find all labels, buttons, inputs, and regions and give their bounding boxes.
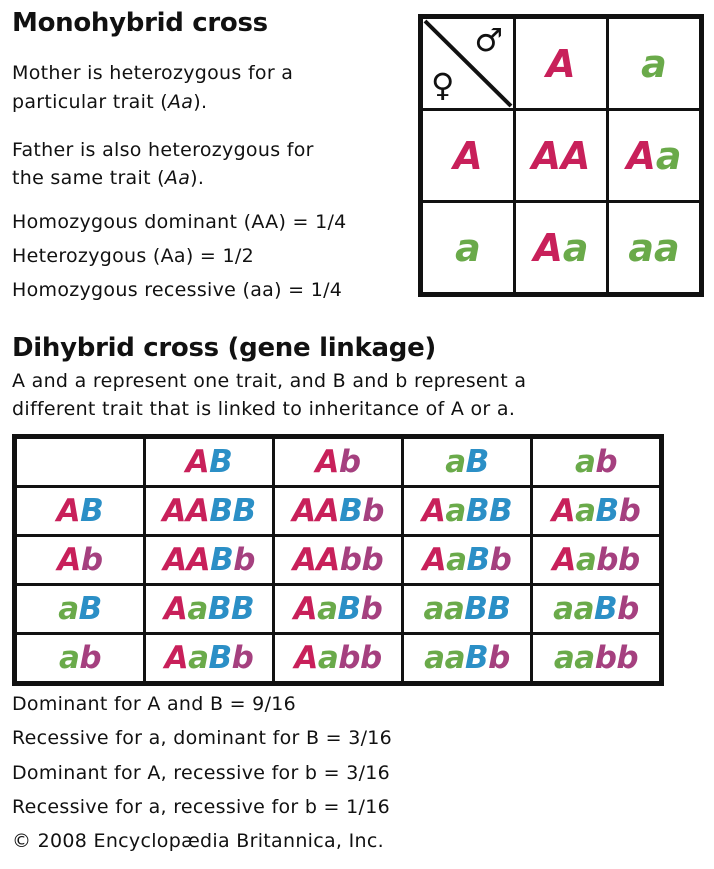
mono-row-header <box>421 110 515 202</box>
di-cell <box>274 536 403 585</box>
allele-recessive-b: b <box>362 493 384 529</box>
allele-dominant-a: A <box>163 542 187 578</box>
allele-recessive-a: a <box>424 640 445 676</box>
allele-dominant-b: B <box>230 591 255 627</box>
allele-dominant-a: A <box>57 542 81 578</box>
di-cell <box>145 487 274 536</box>
mother-line-1: Mother is heterozygous for a <box>12 62 294 84</box>
allele-recessive-a: a <box>628 225 654 270</box>
allele-recessive-b: b <box>617 591 639 627</box>
allele-recessive-b: b <box>338 444 361 480</box>
mono-cell <box>608 202 702 295</box>
allele-recessive-a: a <box>317 640 339 676</box>
allele-dominant-a: A <box>626 133 656 178</box>
allele-dominant-a: A <box>315 444 339 480</box>
di-row-header <box>15 634 145 684</box>
allele-recessive-a: a <box>574 444 596 480</box>
allele-dominant-a: A <box>315 493 340 529</box>
di-cell <box>532 634 662 684</box>
allele-dominant-b: B <box>209 444 233 480</box>
allele-recessive-b: b <box>594 640 617 676</box>
allele-recessive-b: b <box>596 542 618 578</box>
di-row <box>15 536 662 585</box>
allele-recessive-b: b <box>616 640 639 676</box>
di-col-header <box>532 437 662 487</box>
di-cell <box>145 536 274 585</box>
female-symbol: ♀ <box>431 66 455 104</box>
allele-recessive-a: a <box>444 640 465 676</box>
allele-dominant-b: B <box>594 591 618 627</box>
mono-row <box>421 110 702 202</box>
allele-dominant-b: B <box>207 591 231 627</box>
allele-dominant-a: A <box>422 542 447 578</box>
allele-recessive-a: a <box>574 640 595 676</box>
allele-dominant-b: B <box>78 591 102 627</box>
allele-recessive-a: a <box>58 640 80 676</box>
allele-recessive-a: a <box>655 133 682 178</box>
mono-col-header <box>608 17 702 110</box>
allele-dominant-b: B <box>465 640 489 676</box>
allele-recessive-a: a <box>317 591 338 627</box>
allele-recessive-b: b <box>233 542 255 578</box>
di-cell <box>403 585 532 634</box>
di-ratio-4: Recessive for a, recessive for b = 1/16 <box>12 796 390 818</box>
allele-recessive-a: a <box>58 591 79 627</box>
allele-dominant-b: B <box>595 493 619 529</box>
father-line-1: Father is also heterozygous for <box>12 139 314 161</box>
allele-dominant-a: A <box>421 493 446 529</box>
di-cell <box>274 487 403 536</box>
allele-recessive-b: b <box>488 640 510 676</box>
allele-dominant-b: B <box>339 493 363 529</box>
allele-recessive-b: b <box>339 542 362 578</box>
mono-header-row <box>421 17 702 110</box>
di-row <box>15 634 662 684</box>
allele-dominant-b: B <box>80 493 104 529</box>
di-cell <box>274 585 403 634</box>
allele-recessive-b: b <box>80 542 103 578</box>
allele-dominant-a: A <box>552 542 576 578</box>
allele-recessive-a: a <box>575 542 597 578</box>
di-ratio-1: Dominant for A and B = 9/16 <box>12 693 297 715</box>
allele-recessive-a: a <box>187 591 208 627</box>
di-ratio-3: Dominant for A, recessive for b = 3/16 <box>12 762 391 784</box>
allele-dominant-b: B <box>337 591 361 627</box>
dihybrid-title: Dihybrid cross (gene linkage) <box>12 333 436 363</box>
allele-recessive-b: b <box>617 542 640 578</box>
mono-row <box>421 202 702 295</box>
allele-recessive-a: a <box>573 591 594 627</box>
allele-dominant-b: B <box>210 542 234 578</box>
allele-dominant-b: B <box>466 542 490 578</box>
di-cell <box>532 487 662 536</box>
allele-dominant-a: A <box>551 493 576 529</box>
allele-recessive-a: a <box>575 493 596 529</box>
di-row-header <box>15 585 145 634</box>
allele-dominant-b: B <box>465 444 489 480</box>
di-cell <box>403 487 532 536</box>
allele-recessive-a: a <box>562 225 589 270</box>
allele-dominant-b: B <box>464 591 488 627</box>
allele-dominant-a: A <box>533 225 563 270</box>
dihybrid-desc-2: different trait that is linked to inheritance of A or a. <box>12 398 516 420</box>
allele-dominant-a: A <box>316 542 340 578</box>
dihybrid-desc-1: A and a represent one trait, and B and b represent a <box>12 370 527 392</box>
mother-line-2 <box>12 91 207 113</box>
di-corner-cell <box>15 437 145 487</box>
mono-cell <box>515 110 608 202</box>
father-line-2 <box>12 167 204 189</box>
di-row <box>15 487 662 536</box>
di-cell <box>403 536 532 585</box>
allele-recessive-a: a <box>443 591 465 627</box>
allele-dominant-b: B <box>487 591 511 627</box>
mono-corner-cell <box>421 17 515 110</box>
allele-dominant-a: A <box>294 640 318 676</box>
allele-dominant-a: A <box>164 640 189 676</box>
mono-cell <box>515 202 608 295</box>
allele-recessive-b: b <box>359 640 382 676</box>
allele-dominant-a: A <box>185 444 210 480</box>
mono-cell <box>608 110 702 202</box>
allele-recessive-b: b <box>361 542 384 578</box>
allele-recessive-a: a <box>641 41 667 86</box>
di-cell <box>532 536 662 585</box>
allele-dominant-a: A <box>561 133 591 178</box>
mono-ratio-3: Homozygous recessive (aa) = 1/4 <box>12 279 343 301</box>
di-row-header <box>15 487 145 536</box>
allele-dominant-a: A <box>162 493 186 529</box>
allele-recessive-a: a <box>654 225 680 270</box>
allele-recessive-b: b <box>489 542 512 578</box>
allele-dominant-a: A <box>185 493 210 529</box>
mono-ratio-1: Homozygous dominant (AA) = 1/4 <box>12 211 347 233</box>
allele-dominant-a: A <box>531 133 561 178</box>
allele-recessive-a: a <box>553 591 574 627</box>
allele-recessive-a: a <box>445 493 466 529</box>
allele-dominant-a: A <box>56 493 81 529</box>
allele-dominant-a: A <box>546 41 576 86</box>
father-genotype: Aa <box>164 167 191 189</box>
allele-recessive-a: a <box>553 640 575 676</box>
allele-dominant-b: B <box>232 493 256 529</box>
mother-line-2-post: ). <box>193 91 208 113</box>
allele-dominant-a: A <box>293 591 318 627</box>
di-ratio-2: Recessive for a, dominant for B = 3/16 <box>12 727 393 749</box>
di-row <box>15 585 662 634</box>
allele-recessive-a: a <box>446 542 467 578</box>
father-line-2-post: ). <box>190 167 205 189</box>
allele-dominant-b: B <box>465 493 489 529</box>
allele-dominant-b: B <box>208 640 232 676</box>
allele-dominant-b: B <box>488 493 513 529</box>
dihybrid-punnett-square <box>12 434 664 686</box>
di-cell <box>532 585 662 634</box>
mono-col-header <box>515 17 608 110</box>
allele-recessive-b: b <box>360 591 383 627</box>
father-line-2-pre: the same trait ( <box>12 167 165 189</box>
di-col-header <box>145 437 274 487</box>
monohybrid-title: Monohybrid cross <box>12 8 268 38</box>
mono-ratio-2: Heterozygous (Aa) = 1/2 <box>12 245 254 267</box>
allele-recessive-a: a <box>455 225 481 270</box>
allele-recessive-b: b <box>338 640 360 676</box>
allele-recessive-a: a <box>423 591 444 627</box>
allele-dominant-a: A <box>292 542 317 578</box>
di-header-row <box>15 437 662 487</box>
di-col-header <box>403 437 532 487</box>
di-cell <box>274 634 403 684</box>
di-cell <box>145 585 274 634</box>
di-cell <box>403 634 532 684</box>
allele-recessive-b: b <box>618 493 641 529</box>
mother-genotype: Aa <box>168 91 194 113</box>
di-row-header <box>15 536 145 585</box>
allele-dominant-a: A <box>186 542 211 578</box>
allele-recessive-b: b <box>595 444 618 480</box>
allele-recessive-b: b <box>231 640 254 676</box>
male-symbol: ♂ <box>474 21 503 59</box>
di-col-header <box>274 437 403 487</box>
di-cell <box>145 634 274 684</box>
allele-dominant-a: A <box>453 133 483 178</box>
allele-recessive-b: b <box>79 640 102 676</box>
monohybrid-punnett-square <box>418 14 704 297</box>
mono-row-header <box>421 202 515 295</box>
allele-recessive-a: a <box>188 640 209 676</box>
allele-dominant-a: A <box>292 493 316 529</box>
allele-dominant-b: B <box>209 493 233 529</box>
allele-dominant-a: A <box>163 591 188 627</box>
mother-line-2-pre: particular trait ( <box>12 91 168 113</box>
allele-recessive-a: a <box>445 444 466 480</box>
copyright: © 2008 Encyclopædia Britannica, Inc. <box>12 830 384 852</box>
